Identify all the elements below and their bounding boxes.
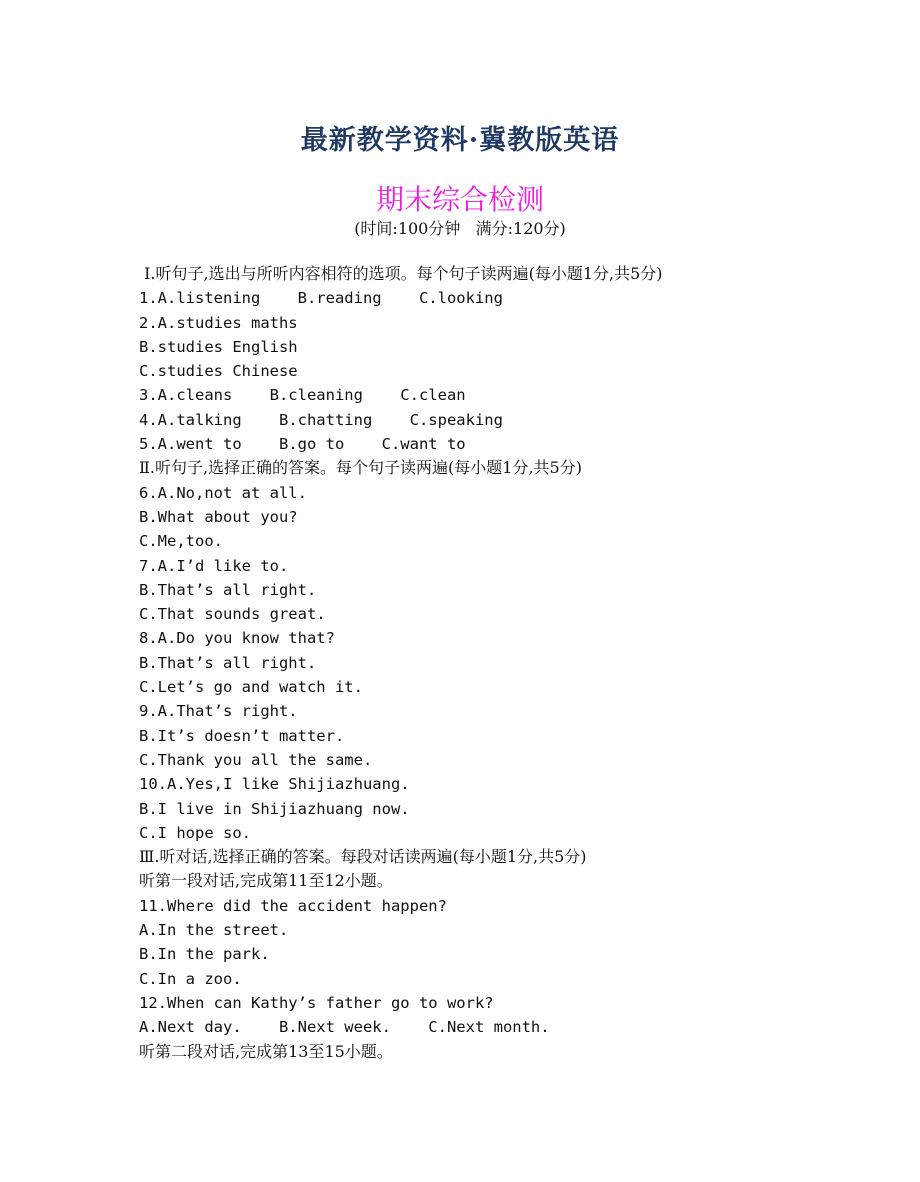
question-line: B.What about you? [139, 507, 298, 526]
question-line: C.studies Chinese [139, 362, 298, 381]
question-line: 3.A.cleans B.cleaning C.clean [139, 386, 466, 405]
question-line: 1.A.listening B.reading C.looking [139, 289, 503, 308]
question-line: B.I live in Shijiazhuang now. [139, 799, 410, 818]
section-heading: 听第一段对话,完成第11至12小题。 [139, 871, 393, 891]
question-line: 4.A.talking B.chatting C.speaking [139, 410, 503, 429]
exam-title: 期末综合检测 [375, 183, 544, 216]
question-line: B.That’s all right. [139, 653, 317, 672]
question-line: A.Next day. B.Next week. C.Next month. [139, 1018, 550, 1037]
question-line: 2.A.studies maths [139, 313, 298, 332]
question-line: 10.A.Yes,I like Shijiazhuang. [139, 775, 410, 794]
question-line: B.In the park. [139, 945, 270, 964]
question-line: 7.A.I’d like to. [139, 556, 289, 575]
question-line: 8.A.Do you know that? [139, 629, 335, 648]
question-line: B.studies English [139, 337, 298, 356]
question-list [139, 262, 879, 1064]
question-line: C.I hope so. [139, 823, 251, 842]
exam-meta: (时间:100分钟 满分:120分) [354, 219, 566, 238]
section-heading: Ⅰ.听句子,选出与所听内容相符的选项。每个句子读两遍(每小题1分,共5分) [139, 264, 663, 283]
question-line: A.In the street. [139, 921, 289, 940]
question-line: C.In a zoo. [139, 969, 242, 988]
question-line: 5.A.went to B.go to C.want to [139, 435, 466, 454]
section-heading: Ⅱ.听句子,选择正确的答案。每个句子读两遍(每小题1分,共5分) [139, 458, 582, 478]
question-line: C.Let’s go and watch it. [139, 678, 363, 697]
question-line: C.Thank you all the same. [139, 750, 373, 769]
question-line: B.That’s all right. [139, 580, 317, 599]
page-header: 最新教学资料·冀教版英语 [300, 125, 620, 156]
section-heading: Ⅲ.听对话,选择正确的答案。每段对话读两遍(每小题1分,共5分) [139, 847, 587, 867]
question-line: C.That sounds great. [139, 605, 326, 624]
question-line: C.Me,too. [139, 532, 223, 551]
question-line: 12.When can Kathy’s father go to work? [139, 993, 494, 1012]
question-line: 9.A.That’s right. [139, 702, 298, 721]
question-line: 6.A.No,not at all. [139, 483, 307, 502]
question-line: B.It’s doesn’t matter. [139, 726, 345, 745]
question-line: 11.Where did the accident happen? [139, 896, 447, 915]
section-heading: 听第二段对话,完成第13至15小题。 [139, 1041, 393, 1061]
